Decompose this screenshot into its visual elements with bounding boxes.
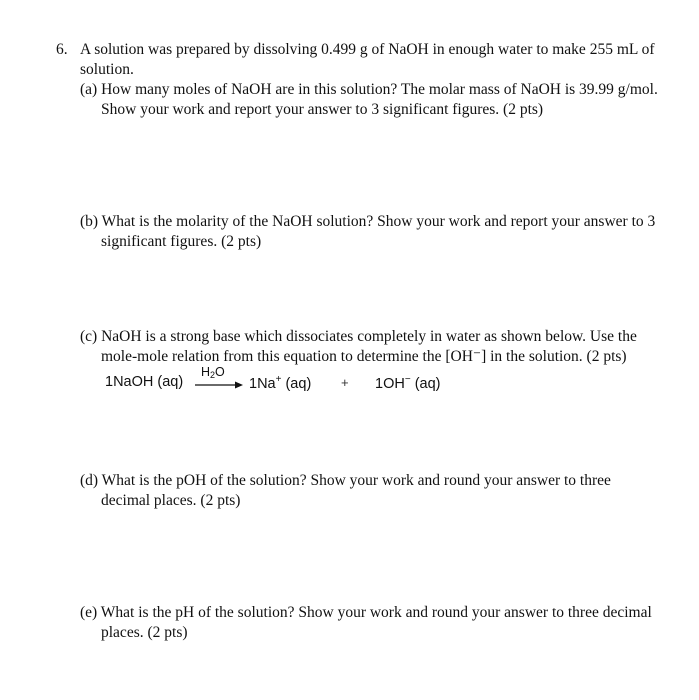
equation-product-hydroxide [375,374,441,392]
part-d-line-2: decimal places. (2 pts) [101,492,241,509]
dissociation-equation [101,365,661,405]
solvent-o: O [215,365,225,379]
question-stem-line-1: A solution was prepared by dissolving 0.499 g of NaOH in enough water to make 255 mL of [80,41,655,58]
part-e-line-2: places. (2 pts) [101,624,188,641]
part-e-line-1: (e) What is the pH of the solution? Show your work and round your answer to three decimal [80,604,652,621]
reaction-arrow [193,365,245,395]
sodium-symbol: 1Na [249,376,276,392]
hydroxide-symbol: 1OH [375,376,405,392]
part-b-line-2: significant figures. (2 pts) [101,233,262,250]
arrow-icon [193,365,245,395]
part-a-line-2: Show your work and report your answer to 3 significant figures. (2 pts) [101,101,544,118]
equation-product-sodium [249,374,311,392]
part-a-line-1: (a) How many moles of NaOH are in this solution? The molar mass of NaOH is 39.99 g/mol. [80,81,658,98]
sodium-charge: + [275,374,282,385]
sodium-state: (aq) [281,376,312,392]
question-number: 6. [56,41,68,58]
solvent-subscript: 2 [210,370,216,380]
part-d-line-1: (d) What is the pOH of the solution? Show your work and round your answer to three [80,472,611,489]
solvent-h: H [201,365,211,379]
part-b-line-1: (b) What is the molarity of the NaOH solution? Show your work and report your answer to 3 [80,213,656,230]
question-stem-line-2: solution. [80,61,134,78]
equation-plus: + [341,375,349,390]
equation-reactant: 1NaOH (aq) [105,374,184,390]
part-c-line-1: (c) NaOH is a strong base which dissociates completely in water as shown below. Use the [80,328,637,345]
hydroxide-state: (aq) [410,376,441,392]
part-c-line-2: mole-mole relation from this equation to determine the [OH⁻] in the solution. (2 pts) [101,348,627,365]
hydroxide-charge: − [404,374,411,385]
